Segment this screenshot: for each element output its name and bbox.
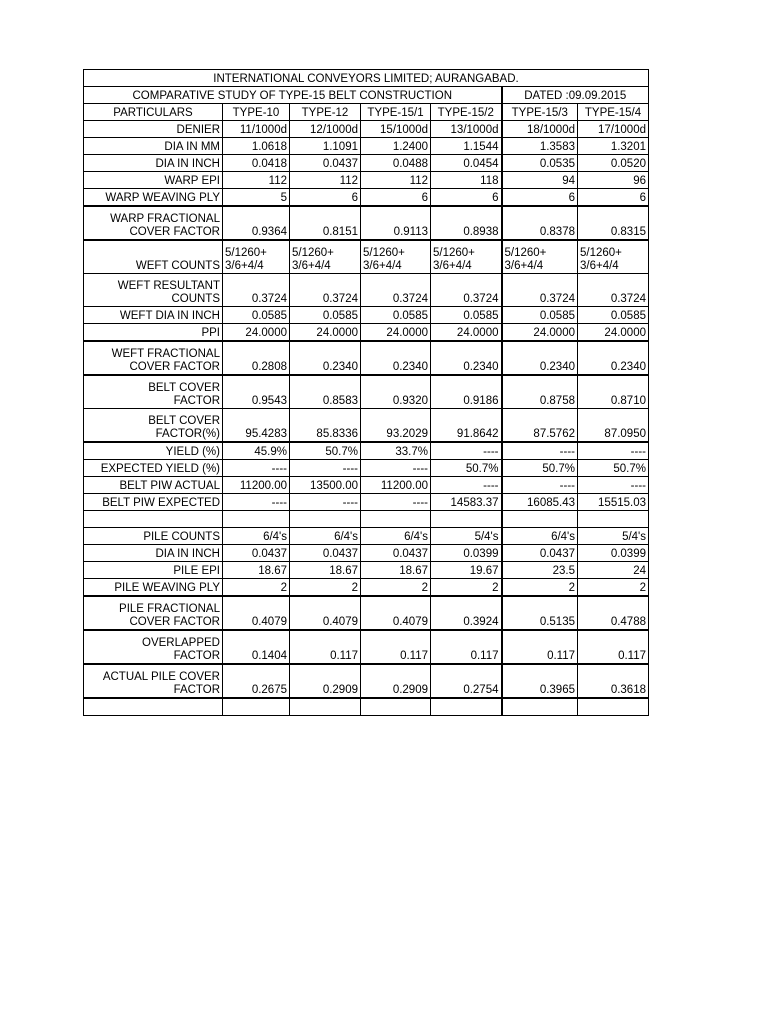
value-cell: 0.9113 [361, 206, 431, 240]
value-cell: 0.117 [502, 630, 578, 664]
value-cell: 112 [290, 172, 361, 189]
value-cell: 0.2340 [431, 341, 502, 375]
value-cell: 0.117 [361, 630, 431, 664]
value-cell: 24.0000 [502, 324, 578, 342]
value-cell: 13500.00 [290, 477, 361, 494]
value-cell: 18/1000d [502, 121, 578, 138]
value-cell: 0.2340 [290, 341, 361, 375]
value-cell: 0.0437 [502, 545, 578, 562]
value-cell: 15/1000d [361, 121, 431, 138]
value-cell: 23.5 [502, 562, 578, 579]
value-cell: 0.9320 [361, 375, 431, 409]
table-row [84, 375, 649, 409]
value-cell: 0.0437 [361, 545, 431, 562]
value-cell: 0.117 [431, 630, 502, 664]
table-row [84, 172, 649, 189]
value-cell: 33.7% [361, 442, 431, 460]
value-cell: 0.9364 [223, 206, 290, 240]
value-cell: 0.8583 [290, 375, 361, 409]
row-label: ACTUAL PILE COVER FACTOR [84, 664, 223, 698]
value-cell: 6 [578, 189, 649, 207]
empty-cell [578, 511, 649, 528]
value-cell: 0.2675 [223, 664, 290, 698]
value-cell: 12/1000d [290, 121, 361, 138]
row-label: DIA IN MM [84, 138, 223, 155]
value-cell: 6 [431, 189, 502, 207]
row-label: DIA IN INCH [84, 545, 223, 562]
value-cell: 94 [502, 172, 578, 189]
value-cell: 91.8642 [431, 409, 502, 443]
table-row [84, 121, 649, 138]
header-type: TYPE-10 [223, 104, 290, 121]
value-cell: 5/1260+ 3/6+4/4 [361, 240, 431, 274]
value-cell: 6/4's [290, 528, 361, 545]
row-label: PILE COUNTS [84, 528, 223, 545]
table-row [84, 138, 649, 155]
value-cell: 5/4's [578, 528, 649, 545]
value-cell: 0.2754 [431, 664, 502, 698]
value-cell: 0.0437 [223, 545, 290, 562]
value-cell: 0.117 [290, 630, 361, 664]
row-label: WEFT DIA IN INCH [84, 307, 223, 324]
value-cell: 0.4079 [290, 596, 361, 630]
value-cell: 0.8938 [431, 206, 502, 240]
value-cell: ---- [223, 460, 290, 477]
value-cell: 87.0950 [578, 409, 649, 443]
row-label: WARP EPI [84, 172, 223, 189]
empty-cell [84, 698, 223, 716]
value-cell: 2 [578, 579, 649, 597]
value-cell: ---- [578, 442, 649, 460]
table-row [84, 324, 649, 342]
header-particulars: PARTICULARS [84, 104, 223, 121]
value-cell: 0.2340 [502, 341, 578, 375]
empty-cell [223, 698, 290, 716]
value-cell: 0.0585 [431, 307, 502, 324]
value-cell: 2 [361, 579, 431, 597]
table-row [84, 494, 649, 511]
value-cell: 24 [578, 562, 649, 579]
empty-cell [502, 698, 578, 716]
header-type: TYPE-15/2 [431, 104, 502, 121]
row-label: WEFT RESULTANT COUNTS [84, 274, 223, 307]
value-cell: 24.0000 [290, 324, 361, 342]
header-type: TYPE-15/3 [502, 104, 578, 121]
empty-cell [84, 511, 223, 528]
table-row [84, 341, 649, 375]
company-title: INTERNATIONAL CONVEYORS LIMITED; AURANGABAD. [84, 70, 649, 87]
value-cell: 0.8151 [290, 206, 361, 240]
value-cell: 6 [361, 189, 431, 207]
row-label: PILE EPI [84, 562, 223, 579]
value-cell: 118 [431, 172, 502, 189]
value-cell: ---- [361, 494, 431, 511]
value-cell: 0.0399 [431, 545, 502, 562]
value-cell: 0.0535 [502, 155, 578, 172]
value-cell: ---- [290, 494, 361, 511]
value-cell: 0.0418 [223, 155, 290, 172]
table-row [84, 460, 649, 477]
value-cell: 24.0000 [223, 324, 290, 342]
value-cell: 0.4079 [223, 596, 290, 630]
value-cell: ---- [431, 442, 502, 460]
empty-cell [502, 511, 578, 528]
value-cell: 0.0585 [502, 307, 578, 324]
row-label: BELT PIW ACTUAL [84, 477, 223, 494]
table-row [84, 274, 649, 307]
header-type: TYPE-15/1 [361, 104, 431, 121]
row-label: WEFT FRACTIONAL COVER FACTOR [84, 341, 223, 375]
comparative-study-table [83, 69, 649, 716]
value-cell: 0.0520 [578, 155, 649, 172]
empty-cell [290, 698, 361, 716]
table-row [84, 528, 649, 545]
value-cell: 15515.03 [578, 494, 649, 511]
value-cell: 1.2400 [361, 138, 431, 155]
value-cell: 16085.43 [502, 494, 578, 511]
value-cell: 24.0000 [431, 324, 502, 342]
row-label: BELT COVER FACTOR [84, 375, 223, 409]
value-cell: 18.67 [290, 562, 361, 579]
value-cell: 0.2340 [578, 341, 649, 375]
value-cell: 87.5762 [502, 409, 578, 443]
empty-cell [361, 698, 431, 716]
value-cell: 2 [223, 579, 290, 597]
value-cell: 0.2340 [361, 341, 431, 375]
value-cell: 50.7% [431, 460, 502, 477]
table-row [84, 630, 649, 664]
value-cell: 24.0000 [361, 324, 431, 342]
value-cell: 6/4's [223, 528, 290, 545]
value-cell: 0.2909 [361, 664, 431, 698]
value-cell: 5/1260+ 3/6+4/4 [431, 240, 502, 274]
value-cell: ---- [361, 460, 431, 477]
value-cell: 50.7% [502, 460, 578, 477]
header-type: TYPE-12 [290, 104, 361, 121]
value-cell: 24.0000 [578, 324, 649, 342]
header-type: TYPE-15/4 [578, 104, 649, 121]
row-label: PPI [84, 324, 223, 342]
table-row [84, 579, 649, 597]
value-cell: 0.4788 [578, 596, 649, 630]
value-cell: 50.7% [578, 460, 649, 477]
value-cell: 0.1404 [223, 630, 290, 664]
table-row [84, 562, 649, 579]
row-label: EXPECTED YIELD (%) [84, 460, 223, 477]
value-cell: 1.3583 [502, 138, 578, 155]
value-cell: 13/1000d [431, 121, 502, 138]
value-cell: 1.1544 [431, 138, 502, 155]
value-cell: 2 [502, 579, 578, 597]
value-cell: 0.117 [578, 630, 649, 664]
table-row [84, 189, 649, 207]
value-cell: 95.4283 [223, 409, 290, 443]
value-cell: 0.2909 [290, 664, 361, 698]
row-label: WARP FRACTIONAL COVER FACTOR [84, 206, 223, 240]
value-cell: ---- [502, 477, 578, 494]
value-cell: 112 [223, 172, 290, 189]
value-cell: 1.1091 [290, 138, 361, 155]
value-cell: 0.3724 [361, 274, 431, 307]
table-row [84, 206, 649, 240]
table-row [84, 664, 649, 698]
table-row [84, 596, 649, 630]
value-cell: 96 [578, 172, 649, 189]
value-cell: ---- [431, 477, 502, 494]
value-cell: 0.4079 [361, 596, 431, 630]
empty-cell [290, 511, 361, 528]
value-cell: 19.67 [431, 562, 502, 579]
value-cell: 11/1000d [223, 121, 290, 138]
value-cell: 6/4's [502, 528, 578, 545]
value-cell: 0.5135 [502, 596, 578, 630]
value-cell: 14583.37 [431, 494, 502, 511]
value-cell: 50.7% [290, 442, 361, 460]
value-cell: 5 [223, 189, 290, 207]
value-cell: 6 [502, 189, 578, 207]
row-label: YIELD (%) [84, 442, 223, 460]
empty-cell [578, 698, 649, 716]
value-cell: 0.0454 [431, 155, 502, 172]
value-cell: 0.0399 [578, 545, 649, 562]
value-cell: 1.3201 [578, 138, 649, 155]
row-label: PILE WEAVING PLY [84, 579, 223, 597]
table-row [84, 240, 649, 274]
value-cell: 2 [290, 579, 361, 597]
value-cell: 0.3724 [223, 274, 290, 307]
value-cell: 0.8758 [502, 375, 578, 409]
row-label: WARP WEAVING PLY [84, 189, 223, 207]
table-row [84, 442, 649, 460]
spacer-row [84, 511, 649, 528]
value-cell: 11200.00 [223, 477, 290, 494]
value-cell: 0.3924 [431, 596, 502, 630]
table-row [84, 477, 649, 494]
value-cell: ---- [578, 477, 649, 494]
value-cell: 85.8336 [290, 409, 361, 443]
table-row [84, 409, 649, 443]
value-cell: ---- [223, 494, 290, 511]
value-cell: 0.3724 [502, 274, 578, 307]
row-label: BELT PIW EXPECTED [84, 494, 223, 511]
value-cell: 0.8378 [502, 206, 578, 240]
value-cell: 18.67 [361, 562, 431, 579]
table-row [84, 155, 649, 172]
value-cell: 0.0437 [290, 155, 361, 172]
value-cell: 5/1260+ 3/6+4/4 [502, 240, 578, 274]
value-cell: 0.3618 [578, 664, 649, 698]
empty-cell [431, 511, 502, 528]
value-cell: 11200.00 [361, 477, 431, 494]
row-label: DIA IN INCH [84, 155, 223, 172]
value-cell: 0.0585 [361, 307, 431, 324]
value-cell: 0.9186 [431, 375, 502, 409]
value-cell: 5/4's [431, 528, 502, 545]
value-cell: 93.2029 [361, 409, 431, 443]
value-cell: 45.9% [223, 442, 290, 460]
value-cell: ---- [290, 460, 361, 477]
row-label: DENIER [84, 121, 223, 138]
value-cell: 6 [290, 189, 361, 207]
value-cell: 6/4's [361, 528, 431, 545]
value-cell: 0.0437 [290, 545, 361, 562]
study-subtitle: COMPARATIVE STUDY OF TYPE-15 BELT CONSTRUCTION [84, 87, 502, 104]
value-cell: 0.0585 [290, 307, 361, 324]
date-cell: DATED :09.09.2015 [502, 87, 649, 104]
value-cell: 0.8315 [578, 206, 649, 240]
value-cell: 0.3724 [290, 274, 361, 307]
value-cell: 18.67 [223, 562, 290, 579]
spacer-row [84, 698, 649, 716]
value-cell: 0.0585 [578, 307, 649, 324]
value-cell: 1.0618 [223, 138, 290, 155]
value-cell: 112 [361, 172, 431, 189]
row-label: PILE FRACTIONAL COVER FACTOR [84, 596, 223, 630]
value-cell: 0.2808 [223, 341, 290, 375]
row-label: WEFT COUNTS [84, 240, 223, 274]
value-cell: 17/1000d [578, 121, 649, 138]
table-row [84, 545, 649, 562]
value-cell: 2 [431, 579, 502, 597]
table-row [84, 307, 649, 324]
value-cell: 5/1260+ 3/6+4/4 [223, 240, 290, 274]
value-cell: 5/1260+ 3/6+4/4 [290, 240, 361, 274]
value-cell: 0.3724 [431, 274, 502, 307]
value-cell: 5/1260+ 3/6+4/4 [578, 240, 649, 274]
value-cell: 0.0488 [361, 155, 431, 172]
value-cell: ---- [502, 442, 578, 460]
empty-cell [431, 698, 502, 716]
value-cell: 0.3965 [502, 664, 578, 698]
value-cell: 0.9543 [223, 375, 290, 409]
empty-cell [361, 511, 431, 528]
value-cell: 0.3724 [578, 274, 649, 307]
value-cell: 0.8710 [578, 375, 649, 409]
row-label: OVERLAPPED FACTOR [84, 630, 223, 664]
empty-cell [223, 511, 290, 528]
value-cell: 0.0585 [223, 307, 290, 324]
row-label: BELT COVER FACTOR(%) [84, 409, 223, 443]
